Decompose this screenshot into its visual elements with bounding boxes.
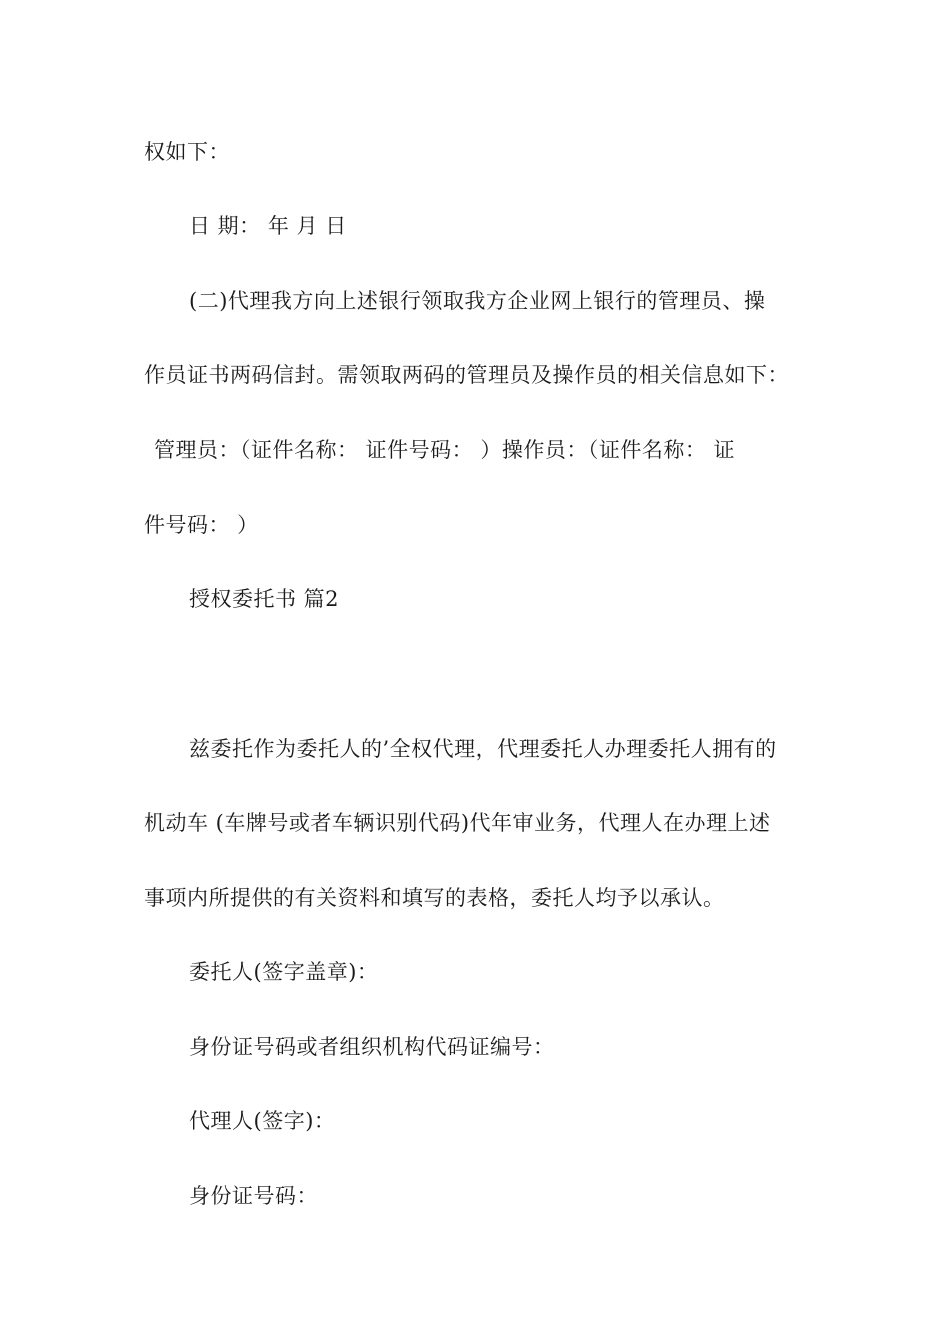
text-line-entrustment: 兹委托作为委托人的’全权代理，代理委托人办理委托人拥有的 xyxy=(189,737,777,761)
field-principal-id-number: 身份证号码或者组织机构代码证编号： xyxy=(189,1035,555,1059)
field-agent-signature: 代理人(签字)： xyxy=(189,1109,336,1133)
text-line-admin-operator-info: 管理员：（证件名称： 证件号码： ）操作员：（证件名称： 证 xyxy=(154,438,736,462)
field-agent-id-number: 身份证号码： xyxy=(189,1184,318,1208)
text-line-item-two-continued: 作员证书两码信封。需领取两码的管理员及操作员的相关信息如下： xyxy=(144,363,789,387)
text-line-item-two: (二)代理我方向上述银行领取我方企业网上银行的管理员、操 xyxy=(189,289,766,313)
field-principal-signature: 委托人(签字盖章)： xyxy=(189,960,379,984)
text-line-id-number: 件号码： ） xyxy=(144,513,259,537)
text-line-vehicle: 机动车 (车牌号或者车辆识别代码)代年审业务，代理人在办理上述 xyxy=(144,811,771,835)
text-line-acknowledgement: 事项内所提供的有关资料和填写的表格，委托人均予以承认。 xyxy=(144,886,725,910)
section-heading-power-of-attorney-2: 授权委托书 篇2 xyxy=(189,587,340,611)
text-line-date: 日 期： 年 月 日 xyxy=(189,214,347,238)
text-line-authorization-continued: 权如下： xyxy=(144,140,230,164)
